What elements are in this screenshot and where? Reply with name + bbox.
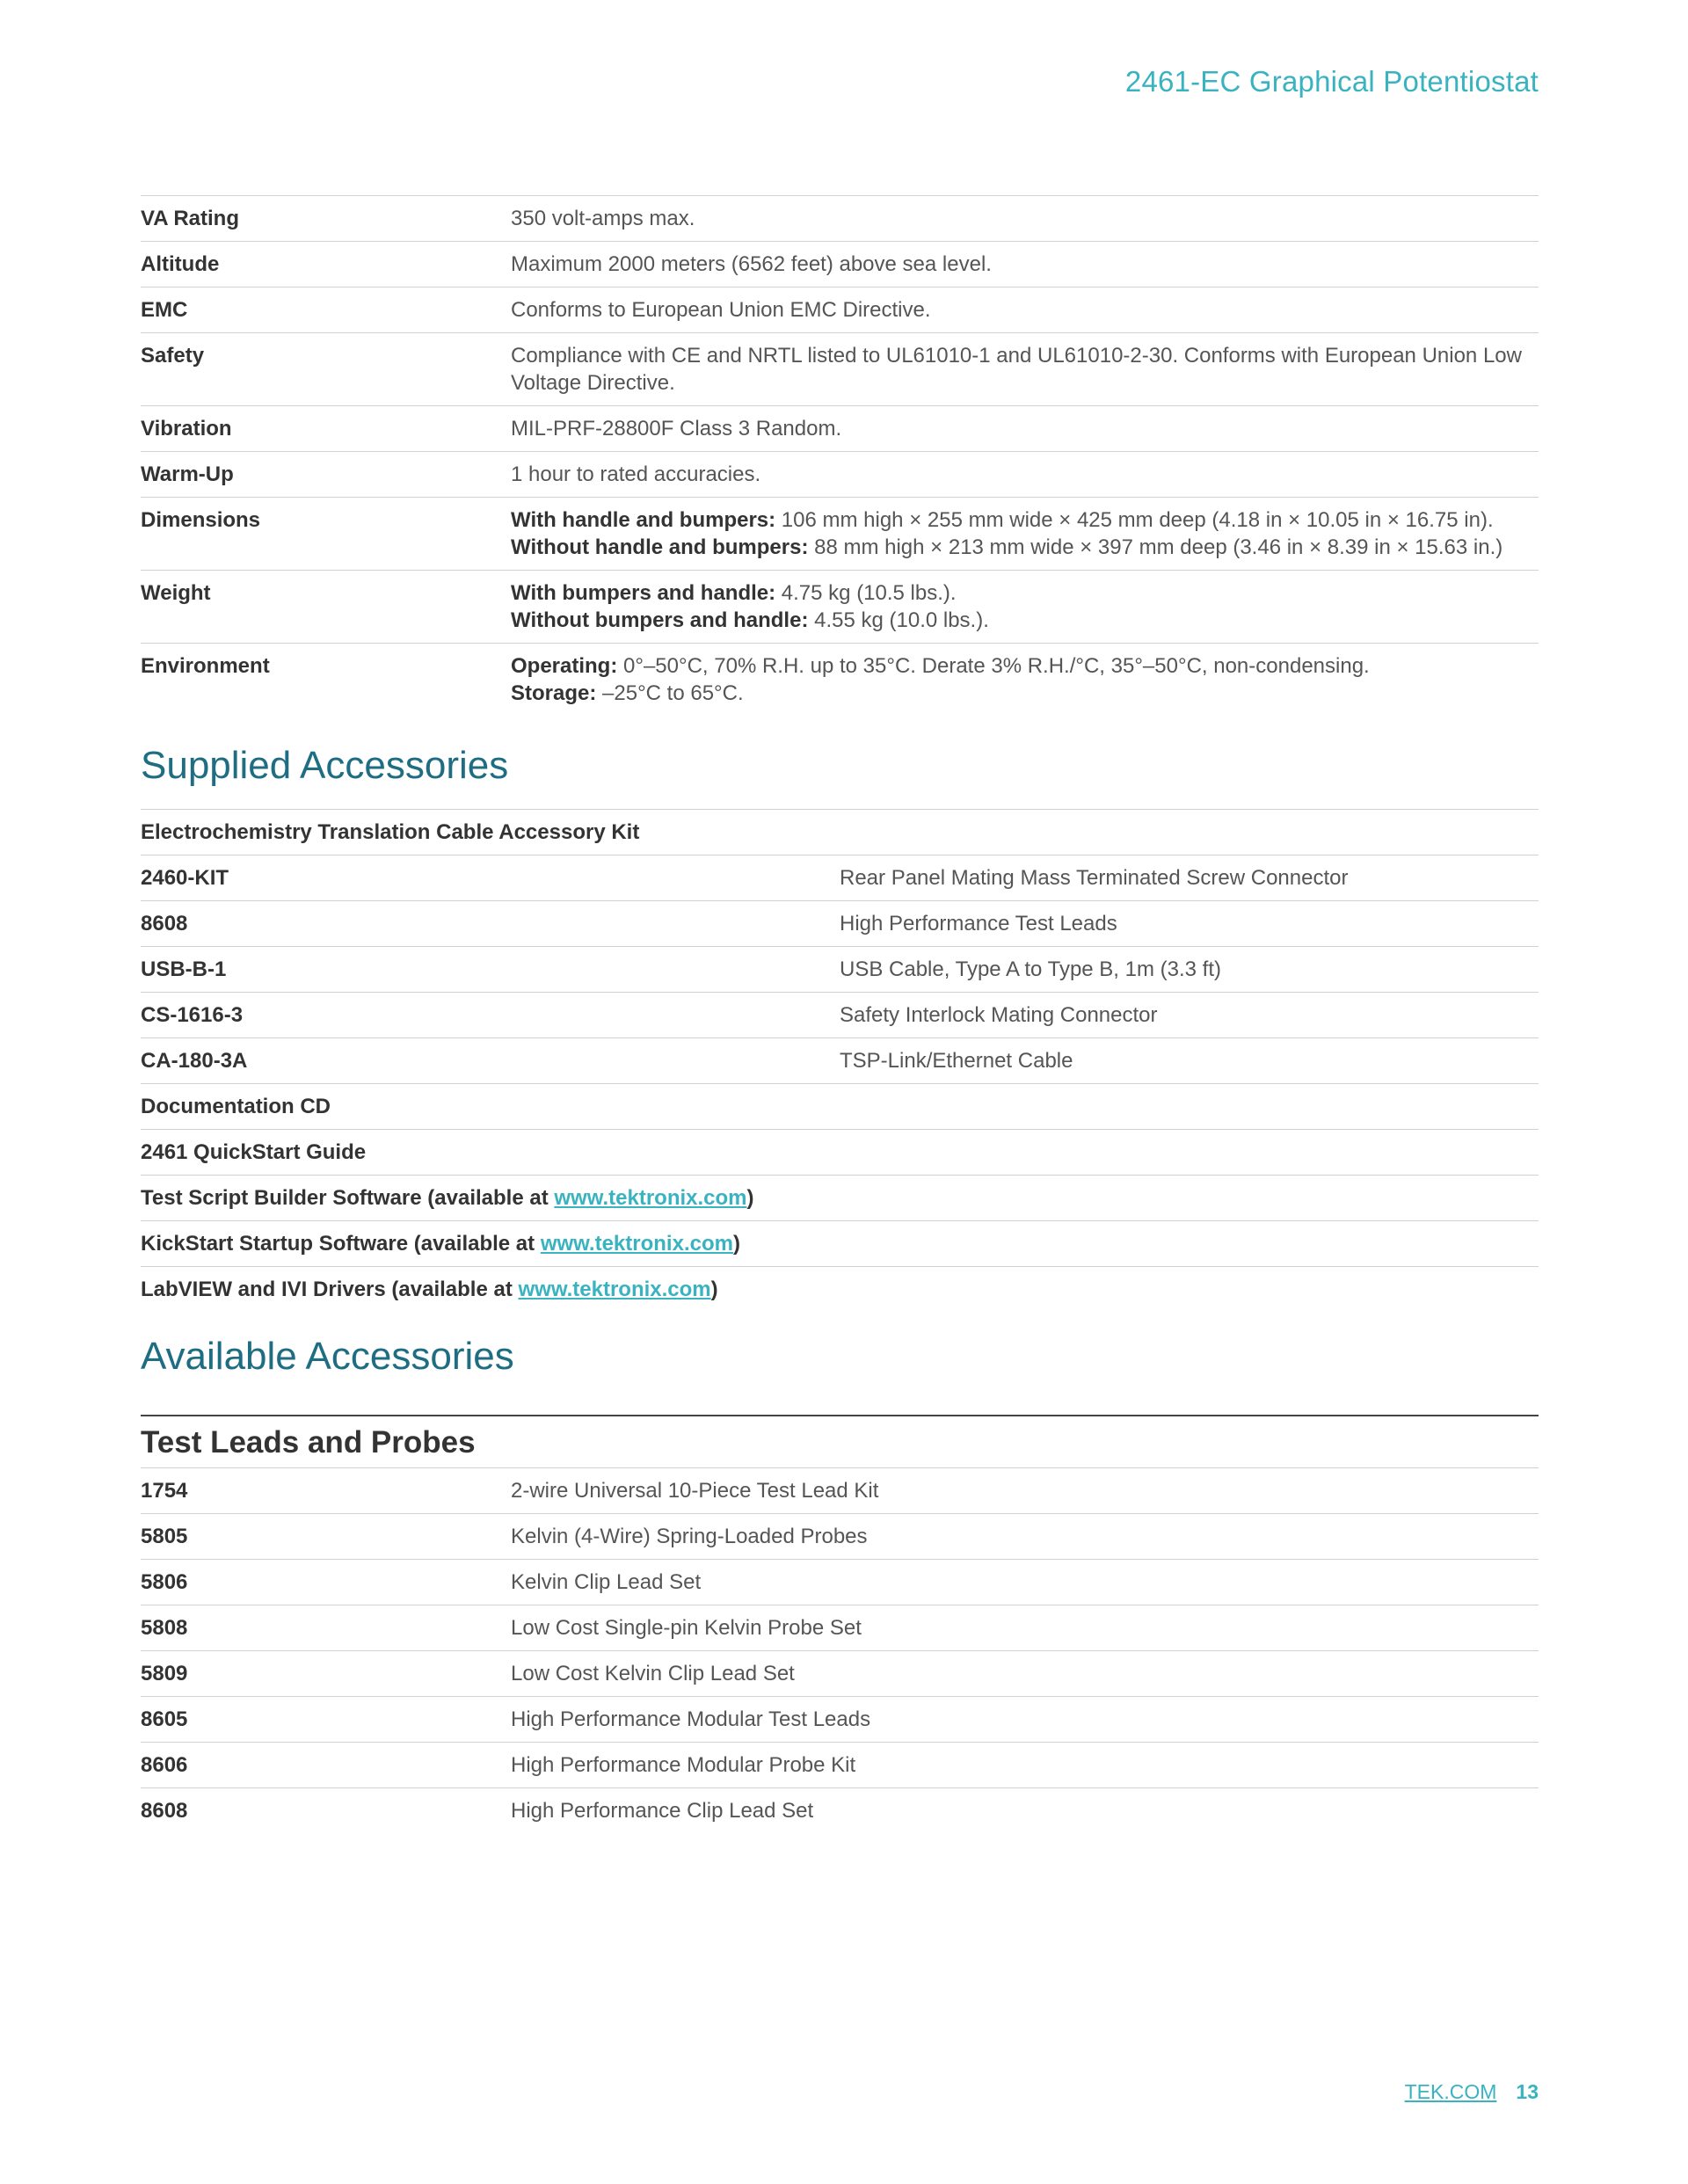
table-row bbox=[141, 1788, 1539, 1834]
table-row bbox=[141, 1176, 1539, 1221]
accessory-description: Safety Interlock Mating Connector bbox=[840, 993, 1539, 1038]
software-text: LabVIEW and IVI Drivers (available at bbox=[141, 1278, 519, 1301]
table-row bbox=[141, 1468, 1539, 1514]
accessory-code: USB-B-1 bbox=[141, 947, 840, 993]
software-item bbox=[141, 1267, 1539, 1313]
spec-label: VA Rating bbox=[141, 196, 511, 242]
accessory-description: Kelvin (4-Wire) Spring-Loaded Probes bbox=[511, 1514, 1539, 1560]
accessory-description: Low Cost Kelvin Clip Lead Set bbox=[511, 1651, 1539, 1697]
accessory-description: Kelvin Clip Lead Set bbox=[511, 1560, 1539, 1605]
spec-value: Maximum 2000 meters (6562 feet) above sea level. bbox=[511, 242, 1539, 288]
accessory-code: CS-1616-3 bbox=[141, 993, 840, 1038]
accessory-description: High Performance Clip Lead Set bbox=[511, 1788, 1539, 1834]
table-row bbox=[141, 901, 1539, 947]
software-item bbox=[141, 1176, 1539, 1221]
spec-line-text: 106 mm high × 255 mm wide × 425 mm deep (4.18 in × 10.05 in × 16.75 in). bbox=[775, 508, 1494, 532]
accessory-code: 5809 bbox=[141, 1651, 511, 1697]
spec-line bbox=[511, 579, 1539, 607]
table-row bbox=[141, 452, 1539, 498]
spec-line-label: Operating: bbox=[511, 654, 618, 678]
table-row bbox=[141, 1697, 1539, 1743]
spec-value: Compliance with CE and NRTL listed to UL61010-1 and UL61010-2-30. Conforms with European Union Low Voltage Directive. bbox=[511, 333, 1539, 406]
supplied-accessories-table bbox=[141, 809, 1539, 1312]
spec-value: MIL-PRF-28800F Class 3 Random. bbox=[511, 406, 1539, 452]
supplied-accessories-heading: Supplied Accessories bbox=[141, 744, 509, 787]
table-row bbox=[141, 498, 1539, 571]
tektronix-link[interactable]: www.tektronix.com bbox=[518, 1278, 711, 1301]
accessory-description: 2-wire Universal 10-Piece Test Lead Kit bbox=[511, 1468, 1539, 1514]
spec-value: 1 hour to rated accuracies. bbox=[511, 452, 1539, 498]
spec-label: Vibration bbox=[141, 406, 511, 452]
accessory-description: USB Cable, Type A to Type B, 1m (3.3 ft) bbox=[840, 947, 1539, 993]
spec-value bbox=[511, 571, 1539, 644]
accessory-description: TSP-Link/Ethernet Cable bbox=[840, 1038, 1539, 1084]
spec-line-text: 4.55 kg (10.0 lbs.). bbox=[808, 608, 989, 632]
spec-line-text: 0°–50°C, 70% R.H. up to 35°C. Derate 3% R.H./°C, 35°–50°C, non-condensing. bbox=[617, 654, 1370, 678]
spec-value: 350 volt-amps max. bbox=[511, 196, 1539, 242]
spec-line-label: With bumpers and handle: bbox=[511, 581, 776, 605]
software-text: Test Script Builder Software (available at bbox=[141, 1186, 555, 1210]
table-row bbox=[141, 1038, 1539, 1084]
table-row bbox=[141, 1743, 1539, 1788]
accessory-code: 8608 bbox=[141, 901, 840, 947]
table-row bbox=[141, 1084, 1539, 1130]
table-row bbox=[141, 1560, 1539, 1605]
table-row bbox=[141, 571, 1539, 644]
spec-label: Dimensions bbox=[141, 498, 511, 571]
table-row bbox=[141, 1267, 1539, 1313]
spec-label: Altitude bbox=[141, 242, 511, 288]
spec-label: Warm-Up bbox=[141, 452, 511, 498]
spec-line-text: –25°C to 65°C. bbox=[596, 681, 744, 705]
table-row bbox=[141, 993, 1539, 1038]
tek-com-link[interactable]: TEK.COM bbox=[1404, 2080, 1497, 2103]
spec-line bbox=[511, 607, 1539, 634]
quickstart-guide: 2461 QuickStart Guide bbox=[141, 1130, 1539, 1176]
table-row bbox=[141, 644, 1539, 717]
accessory-code: 8608 bbox=[141, 1788, 511, 1834]
spec-line bbox=[511, 680, 1539, 707]
table-row bbox=[141, 196, 1539, 242]
spec-line-text: 4.75 kg (10.5 lbs.). bbox=[775, 581, 957, 605]
accessory-code: 2460-KIT bbox=[141, 855, 840, 901]
spec-line bbox=[511, 534, 1539, 561]
accessory-code: 5808 bbox=[141, 1605, 511, 1651]
document-title: 2461-EC Graphical Potentiostat bbox=[1124, 65, 1539, 98]
accessory-description: High Performance Test Leads bbox=[840, 901, 1539, 947]
spec-line-text: 88 mm high × 213 mm wide × 397 mm deep (3.46 in × 8.39 in × 15.63 in.) bbox=[808, 535, 1503, 559]
table-row bbox=[141, 1651, 1539, 1697]
spec-line bbox=[511, 652, 1539, 680]
table-row bbox=[141, 333, 1539, 406]
accessory-code: 8606 bbox=[141, 1743, 511, 1788]
accessory-code: 5806 bbox=[141, 1560, 511, 1605]
accessory-description: Low Cost Single-pin Kelvin Probe Set bbox=[511, 1605, 1539, 1651]
test-leads-section bbox=[141, 1415, 1539, 1833]
accessory-description: High Performance Modular Probe Kit bbox=[511, 1743, 1539, 1788]
software-close: ) bbox=[746, 1186, 754, 1210]
spec-label: Environment bbox=[141, 644, 511, 717]
spec-line bbox=[511, 506, 1539, 534]
software-close: ) bbox=[732, 1232, 740, 1256]
spec-line-label: Storage: bbox=[511, 681, 597, 705]
accessory-description: Rear Panel Mating Mass Terminated Screw Connector bbox=[840, 855, 1539, 901]
documentation-cd: Documentation CD bbox=[141, 1084, 1539, 1130]
table-row bbox=[141, 947, 1539, 993]
accessory-code: 1754 bbox=[141, 1468, 511, 1514]
spec-line-label: With handle and bumpers: bbox=[511, 508, 776, 532]
tektronix-link[interactable]: www.tektronix.com bbox=[540, 1232, 733, 1256]
accessory-code: CA-180-3A bbox=[141, 1038, 840, 1084]
software-text: KickStart Startup Software (available at bbox=[141, 1232, 541, 1256]
test-leads-title: Test Leads and Probes bbox=[141, 1425, 476, 1460]
tektronix-link[interactable]: www.tektronix.com bbox=[554, 1186, 747, 1210]
spec-label: Safety bbox=[141, 333, 511, 406]
kit-title: Electrochemistry Translation Cable Accessory Kit bbox=[141, 810, 1539, 855]
accessory-description: High Performance Modular Test Leads bbox=[511, 1697, 1539, 1743]
table-row bbox=[141, 1130, 1539, 1176]
specifications-table bbox=[141, 195, 1539, 716]
software-close: ) bbox=[710, 1278, 718, 1301]
table-row bbox=[141, 288, 1539, 333]
spec-line-label: Without bumpers and handle: bbox=[511, 608, 809, 632]
spec-value: Conforms to European Union EMC Directive. bbox=[511, 288, 1539, 333]
table-row bbox=[141, 406, 1539, 452]
table-row bbox=[141, 1605, 1539, 1651]
spec-label: EMC bbox=[141, 288, 511, 333]
spec-label: Weight bbox=[141, 571, 511, 644]
page-number: 13 bbox=[1516, 2080, 1539, 2103]
page-footer bbox=[1405, 2080, 1539, 2104]
table-row bbox=[141, 1514, 1539, 1560]
software-item bbox=[141, 1221, 1539, 1267]
accessory-code: 8605 bbox=[141, 1697, 511, 1743]
spec-line-label: Without handle and bumpers: bbox=[511, 535, 809, 559]
table-row bbox=[141, 810, 1539, 855]
spec-value bbox=[511, 498, 1539, 571]
accessory-code: 5805 bbox=[141, 1514, 511, 1560]
available-accessories-heading: Available Accessories bbox=[141, 1335, 514, 1378]
table-row bbox=[141, 1221, 1539, 1267]
spec-value bbox=[511, 644, 1539, 717]
table-row bbox=[141, 242, 1539, 288]
table-row bbox=[141, 855, 1539, 901]
